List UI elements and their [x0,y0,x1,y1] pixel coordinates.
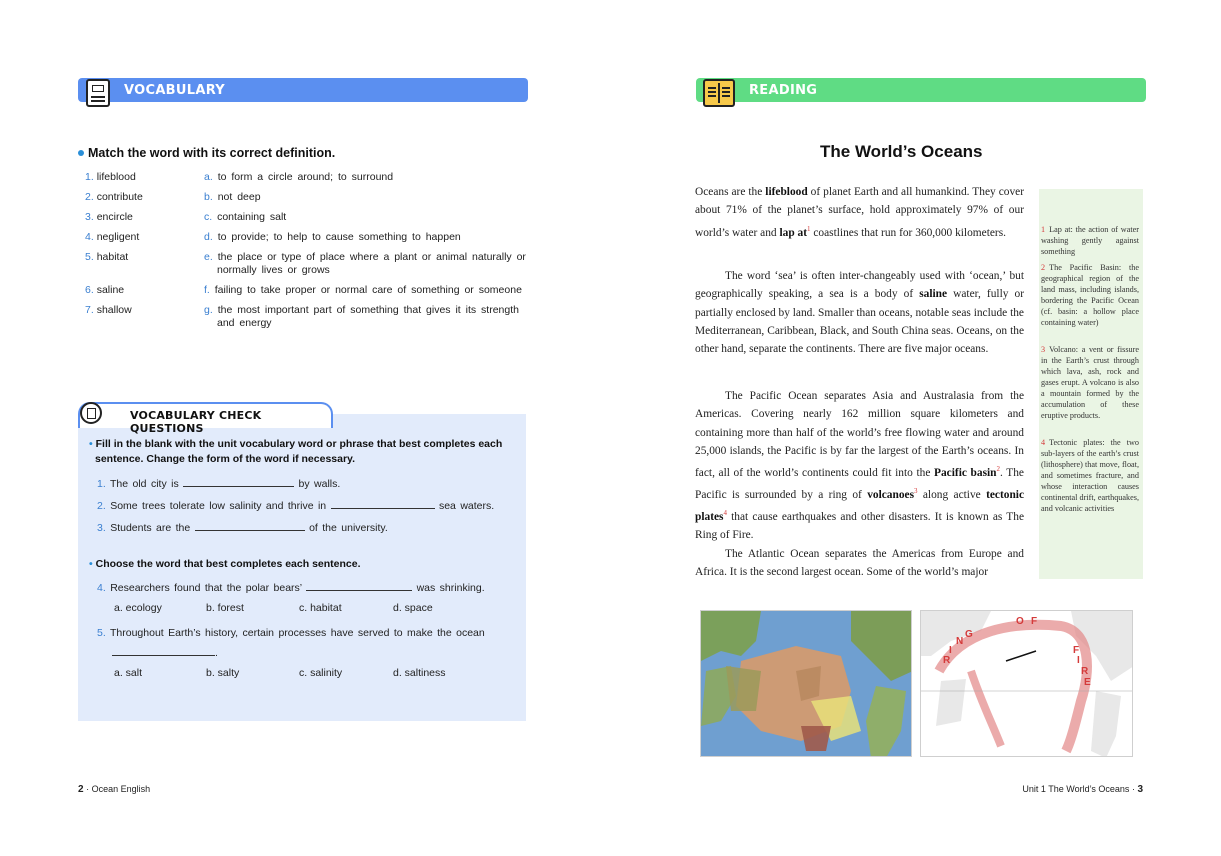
check-questions-tab [78,402,333,435]
open-book-icon [703,79,735,107]
option-b[interactable]: b. forest [206,602,244,614]
answer-blank[interactable] [112,645,215,656]
question-3: 3. Students are the of the university. [97,522,388,534]
ring-of-fire-letter: G [965,629,973,640]
choose-instruction: • Choose the word that best completes each sentence. [89,558,361,570]
option-a[interactable]: a. ecology [114,602,162,614]
ring-of-fire-map [920,610,1133,757]
answer-blank[interactable] [195,520,305,531]
option-d[interactable]: d. space [393,602,433,614]
answer-blank[interactable] [331,498,435,509]
ring-of-fire-letter: I [949,645,952,656]
paragraph-1: Oceans are the lifeblood of planet Earth and all humankind. They cover about 71% of the planet’s surface, hold approximately 97% of our world’s water and lap $at^1$ coastlines that run for 360,000 kilometers. [695,186,1024,239]
page-number-left: 2 [78,784,84,795]
vocab-word: habitat [96,251,129,263]
option-d[interactable]: d. saltiness [393,667,446,679]
vocab-row: 7. shallow g. the most important part of something that gives it its strength and energy [85,304,531,337]
vocab-word: encircle [96,211,133,223]
vocab-definition: the place or type of place where a plant or animal naturally or [217,251,526,263]
question-1: 1. The old city is by walls. [97,478,341,490]
ring-of-fire-letter: N [956,636,964,647]
ring-of-fire-letter: E [1084,677,1091,688]
ring-of-fire-letter: R [1081,666,1089,677]
vocab-definition: to form a circle around; to surround [217,171,394,183]
answer-blank[interactable] [306,580,412,591]
question-5-blank-line: . [112,645,218,659]
option-a[interactable]: a. salt [114,667,143,679]
option-c[interactable]: c. salinity [299,667,343,679]
ring-of-fire-letter: F [1031,616,1038,627]
answer-blank[interactable] [183,476,294,487]
bullet-icon [78,150,84,156]
paragraph-2: The word ‘sea’ is often inter-changeably used with ‘ocean,’ but geographically speaking, a sea is a body of saline water, fully or partially enclosed by land. Smaller than oceans, notable seas include the Mediterranean, Caribbean, Black, and South China seas. Oceans, on the other hand, separate the continents. There are five major oceans. [695,270,1024,356]
vocab-definition: containing salt [217,211,287,223]
footnote-3: 3 Volcano: a vent or fissure in the Earth’s crust through which lava, ash, rock and gases erupt. A volcano is also a mountain formed by the accumulation of these eruptive products. [1041,345,1139,420]
document-icon [80,402,102,424]
footnote-4: 4 Tectonic plates: the two sub-layers of the earth’s crust (lithosphere) that move, float, and sometimes fracture, and whose interaction causes continental drift, earthquakes, and volcanic activities [1041,438,1139,513]
footnote-2: 2 The Pacific Basin: the geographical region of the land mass, including islands, bordering the Pacific Ocean (cf. basin: a hollow place containing water) [1041,263,1139,327]
footnote-1: 1 Lap at: the action of water washing gently against something [1041,225,1139,256]
vocab-definition: failing to take proper or normal care of something or someone [214,284,522,296]
vocab-word: contribute [96,191,143,203]
ring-of-fire-letter: F [1073,645,1080,656]
vocab-word: negligent [96,231,140,243]
fill-blank-instruction: • Fill in the blank with the unit vocabulary word or phrase that best completes each sentence. Change the form of the word if necessary. [89,438,503,465]
book-icon [86,79,110,107]
vocab-row: 2. contribute b. not deep [85,191,261,203]
vocab-row: 6. saline f. failing to take proper or normal care of something or someone [85,284,522,296]
reading-header: READING [749,83,818,98]
vocab-definition: to provide; to help to cause something to happen [217,231,461,243]
vocab-word: saline [96,284,125,296]
reading-header-bar [696,78,1146,102]
page-number-right: 3 [1137,784,1143,795]
question-4: 4. Researchers found that the polar bears’ was shrinking. [97,582,485,594]
check-questions-header: VOCABULARY CHECK QUESTIONS [130,409,262,435]
vocab-row: 5. habitat e. the place or type of place where a plant or animal naturally or normally lives or grows [85,251,531,284]
ring-of-fire-letter: O [1016,616,1024,627]
page-footer-right: Unit 1 The World’s Oceans · 3 [1022,784,1143,795]
vocab-row: 3. encircle c. containing salt [85,211,287,223]
option-b[interactable]: b. salty [206,667,240,679]
vocab-word: shallow [96,304,132,316]
vocab-definition-cont: and energy [217,317,272,329]
vocab-definition: not deep [217,191,261,203]
page-footer-left: 2 · Ocean English [78,784,151,795]
match-instruction: Match the word with its correct definition. [78,146,335,160]
paragraph-3: The Pacific Ocean separates Asia and Australasia from the Americas. Covering nearly 162 million square kilometers and containing more than half of the world’s free flowing water and around 25,000 islands, the Pacific is by far the largest of the Earth’s oceans. In fact, all of the world’s continents could fit into the Pacific basin$^2$. The Pacific is surrounded by a ring of volcanoes$^3$ along active tectonic plates$^4$ that cause earthquakes and other disasters. It is known as The Ring of Fire. [695,390,1025,542]
vocab-row: 1. lifeblood a. to form a circle around; to surround [85,171,394,183]
ring-of-fire-letter: I [1077,655,1080,666]
vocabulary-header: VOCABULARY [124,83,226,98]
ring-of-fire-letter: R [943,655,951,666]
vocab-definition: the most important part of something that gives it its strength [217,304,519,316]
question-5: 5. Throughout Earth’s history, certain processes have served to make the ocean [97,627,485,639]
vocabulary-header-bar [78,78,528,102]
vocab-definition-cont: normally lives or grows [217,264,330,276]
option-c[interactable]: c. habitat [299,602,342,614]
vocab-word: lifeblood [96,171,136,183]
pacific-basin-map [700,610,912,757]
question-2: 2. Some trees tolerate low salinity and thrive in sea waters. [97,500,495,512]
paragraph-4: The Atlantic Ocean separates the Americas from Europe and Africa. It is the second largest ocean. Some of the world’s major [695,548,1024,579]
vocab-row: 4. negligent d. to provide; to help to cause something to happen [85,231,461,243]
vocabulary-match-list [85,171,531,337]
reading-title: The World’s Oceans [820,142,983,161]
